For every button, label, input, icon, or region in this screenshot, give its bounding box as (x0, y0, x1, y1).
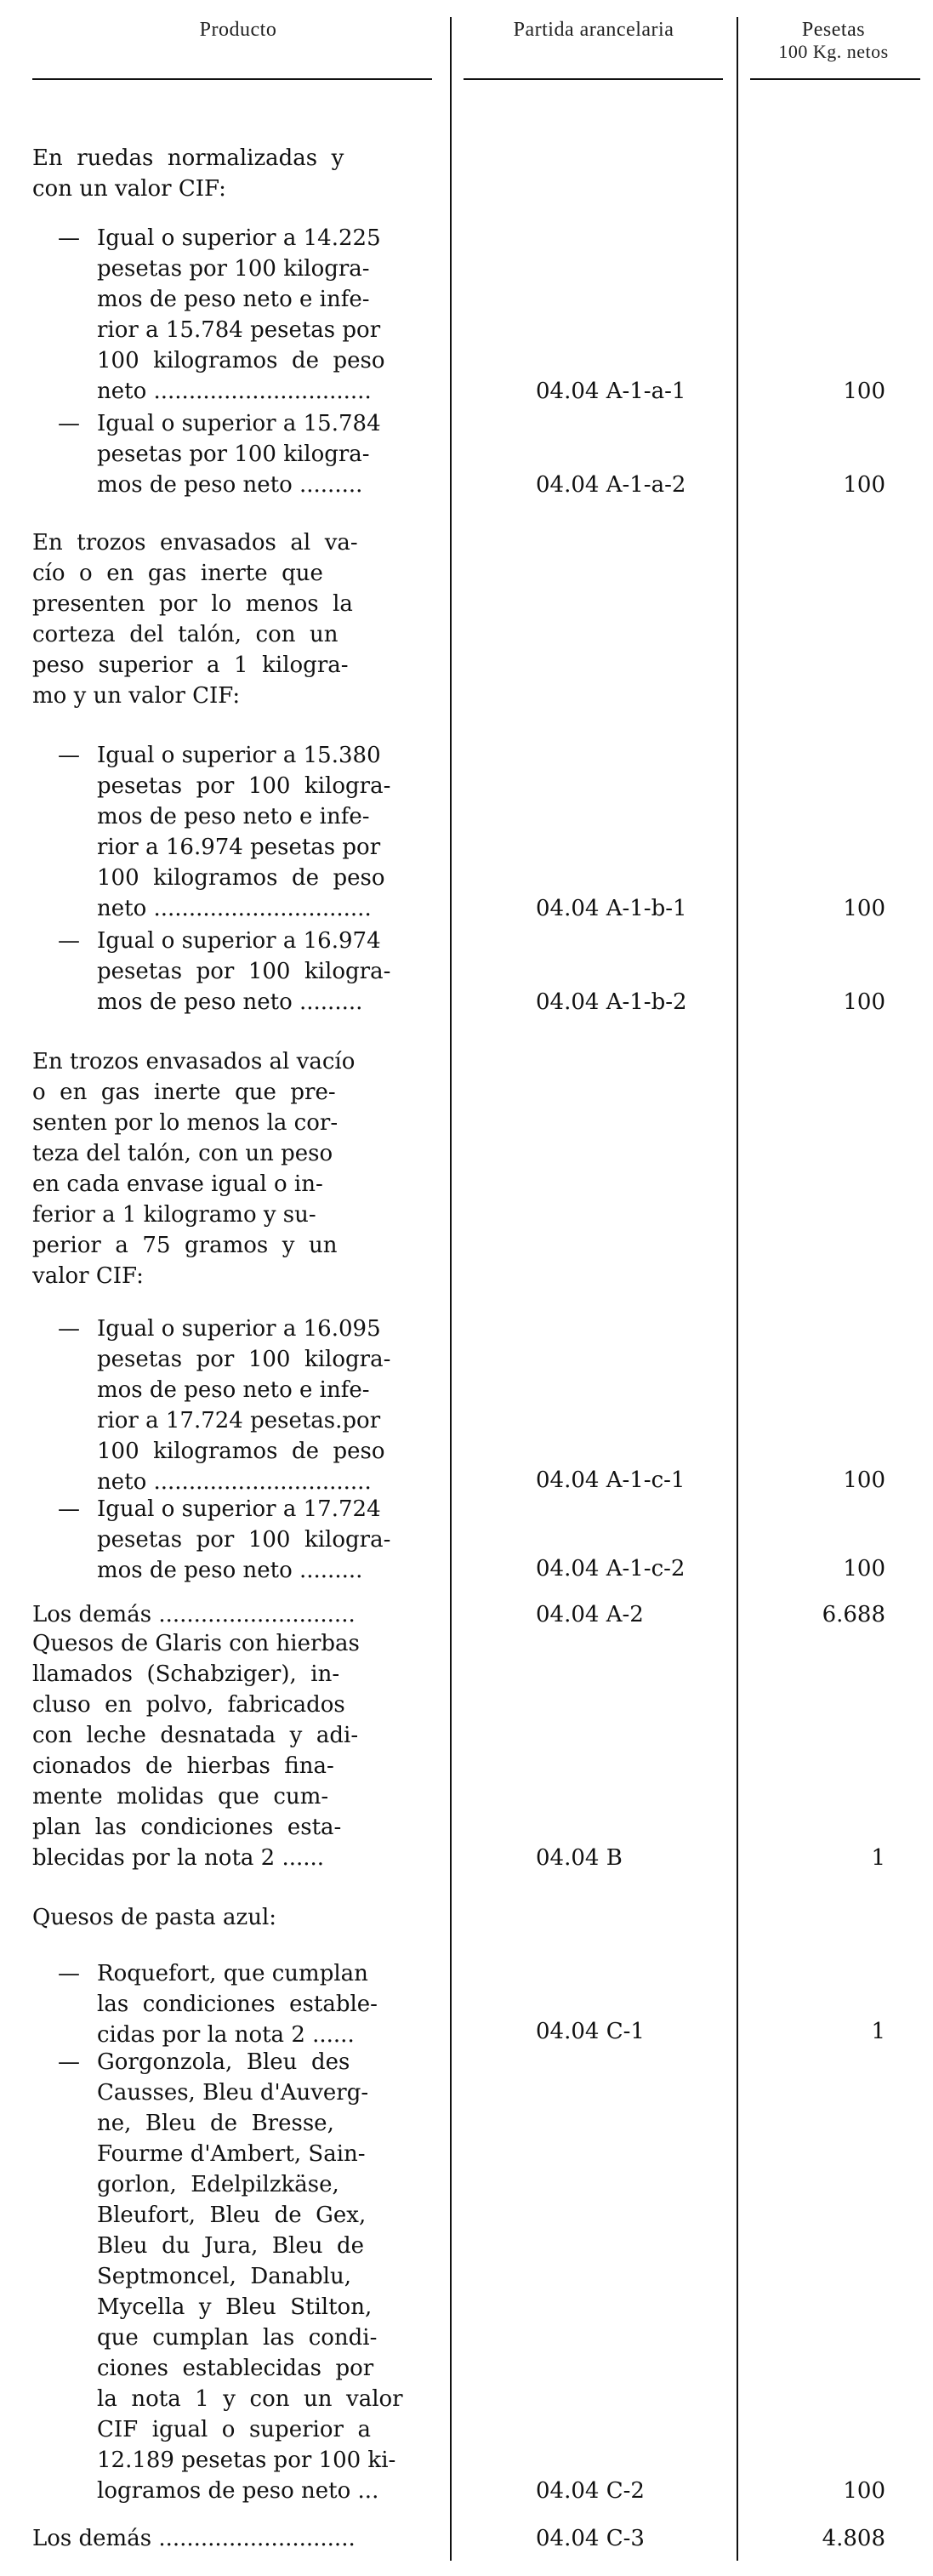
row-ruedas-tramo-1: — Igual o superior a 14.225 pesetas por 100 kilogra- mos de peso neto e infe- rior a 15.784 pesetas por 100 kilogramos de peso neto ............................... (58, 223, 432, 407)
row-trozos-75g-tramo-1: — Igual o superior a 16.095 pesetas por 100 kilogra- mos de peso neto e infe- rior a 17.724 pesetas.por 100 kilogramos de peso neto ............................... (58, 1314, 432, 1497)
header-pesetas-line2: 100 Kg. netos (778, 41, 889, 62)
dash-mark: — (58, 928, 80, 954)
dash-mark: — (58, 1961, 80, 1986)
code-a2: 04.04 A-2 (536, 1602, 644, 1627)
value-a1a2: 100 (843, 472, 885, 498)
code-c1: 04.04 C-1 (536, 2019, 645, 2044)
code-c3: 04.04 C-3 (536, 2526, 645, 2551)
code-a1c2: 04.04 A-1-c-2 (536, 1556, 686, 1582)
row-ruedas-heading: En ruedas normalizadas y con un valor CIF: (32, 145, 344, 202)
value-a1c1: 100 (843, 1468, 885, 1493)
header-pesetas-line1: Pesetas (801, 19, 866, 41)
dash-mark: — (58, 1496, 80, 1522)
code-a1c1: 04.04 A-1-c-1 (536, 1468, 686, 1493)
header-rule-product (32, 78, 432, 80)
header-rule-pesetas (750, 78, 920, 80)
value-a1a1: 100 (843, 379, 885, 404)
dash-mark: — (58, 225, 80, 251)
code-a1b2: 04.04 A-1-b-2 (536, 989, 687, 1015)
row-los-demas-a2: Los demás ............................ (32, 1602, 356, 1627)
value-c3: 4.808 (822, 2526, 885, 2551)
dash-mark: — (58, 1316, 80, 1342)
row-trozos-75g-heading: En trozos envasados al vacío o en gas inerte que pre- senten por lo menos la cor- teza del talón, con un peso en cada envase igual o in- ferior a 1 kilogramo y su- perior a 75 gramos y un valor CIF: (32, 1049, 356, 1289)
dash-mark: — (58, 411, 80, 436)
value-b: 1 (871, 1845, 885, 1871)
row-gorgonzola: — Gorgonzola, Bleu des Causses, Bleu d'Auverg- ne, Bleu de Bresse, Fourme d'Ambert, Sain- gorlon, Edelpilzkäse, Bleufort, Bleu de Gex, Bleu du Jura, Bleu de Septmoncel, Danablu, Mycella y Bleu Stilton, que cumplan las condi- ciones establecidas por la nota 1 y con un valor CIF igual o superior a 12.189 pesetas por 100 ki- logramos de peso neto ... (58, 2047, 432, 2506)
row-trozos-1kg-tramo-2: — Igual o superior a 16.974 pesetas por 100 kilogra- mos de peso neto ......... (58, 926, 432, 1017)
row-pasta-azul-heading: Quesos de pasta azul: (32, 1905, 277, 1930)
row-trozos-1kg-heading: En trozos envasados al va- cío o en gas inerte que presenten por lo menos la corteza del talón, con un peso superior a 1 kilogra- mo y un valor CIF: (32, 530, 358, 709)
row-trozos-1kg-tramo-1: — Igual o superior a 15.380 pesetas por 100 kilogra- mos de peso neto e infe- rior a 16.974 pesetas por 100 kilogramos de peso neto ............................... (58, 740, 432, 924)
code-b: 04.04 B (536, 1845, 623, 1871)
row-los-demas-c3: Los demás ............................ (32, 2526, 356, 2551)
value-a1c2: 100 (843, 1556, 885, 1582)
column-divider-1 (450, 17, 452, 2561)
value-c2: 100 (843, 2478, 885, 2504)
dash-mark: — (58, 743, 80, 768)
code-a1a2: 04.04 A-1-a-2 (536, 472, 686, 498)
header-partida: Partida arancelaria (513, 19, 674, 41)
header-rule-partida (464, 78, 723, 80)
code-a1a1: 04.04 A-1-a-1 (536, 379, 686, 404)
value-a1b2: 100 (843, 989, 885, 1015)
row-roquefort: — Roquefort, que cumplan las condiciones estable- cidas por la nota 2 ...... (58, 1958, 432, 2050)
dash-mark: — (58, 2049, 80, 2075)
value-a1b1: 100 (843, 896, 885, 921)
row-ruedas-tramo-2: — Igual o superior a 15.784 pesetas por 100 kilogra- mos de peso neto ......... (58, 408, 432, 500)
row-trozos-75g-tramo-2: — Igual o superior a 17.724 pesetas por 100 kilogra- mos de peso neto ......... (58, 1494, 432, 1586)
value-c1: 1 (871, 2019, 885, 2044)
code-c2: 04.04 C-2 (536, 2478, 645, 2504)
row-quesos-glaris: Quesos de Glaris con hierbas llamados (Schabziger), in- cluso en polvo, fabricados con leche desnatada y adi- cionados de hierbas fina- mente molidas que cum- plan las condiciones esta- blecidas por la nota 2 ...... (32, 1631, 360, 1871)
header-product: Producto (199, 19, 277, 41)
code-a1b1: 04.04 A-1-b-1 (536, 896, 687, 921)
value-a2: 6.688 (822, 1602, 885, 1627)
header-pesetas (744, 19, 923, 63)
